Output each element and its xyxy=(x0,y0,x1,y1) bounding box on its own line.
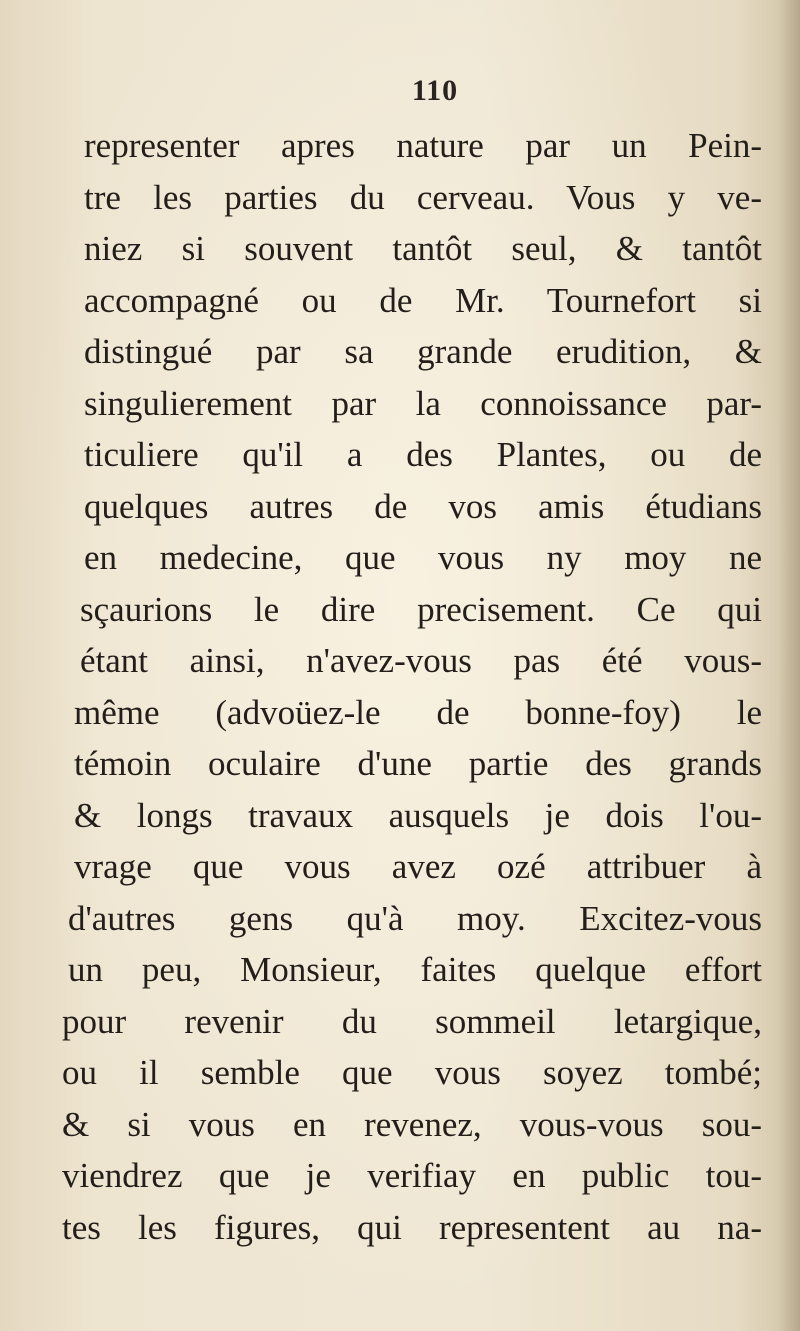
text-line: en medecine, que vous ny moy ne xyxy=(84,538,762,577)
text-line: vrage que vous avez ozé attribuer à xyxy=(74,847,762,886)
text-line: témoin oculaire d'une partie des grands xyxy=(74,744,762,783)
text-line: tre les parties du cerveau. Vous y ve- xyxy=(84,177,762,217)
text-line: singulierement par la connoissance par- xyxy=(84,383,762,423)
text-line: d'autres gens qu'à moy. Excitez-vous xyxy=(68,898,762,938)
text-line: niez si souvent tantôt seul, & tantôt xyxy=(84,229,762,268)
text-line: quelques autres de vos amis étudians xyxy=(84,486,762,526)
text-line: distingué par sa grande erudition, & xyxy=(84,332,762,371)
text-line: sçaurions le dire precisement. Ce qui xyxy=(80,589,762,629)
text-line: & longs travaux ausquels je dois l'ou- xyxy=(74,795,762,835)
page-gutter-shadow xyxy=(778,0,800,1331)
text-line: ou il semble que vous soyez tombé; xyxy=(62,1053,762,1092)
text-line: tes les figures, qui representent au na- xyxy=(62,1207,762,1247)
text-line: ticuliere qu'il a des Plantes, ou de xyxy=(84,435,762,474)
text-line: & si vous en revenez, vous-vous sou- xyxy=(62,1104,762,1144)
text-line: representer apres nature par un Pein- xyxy=(84,126,762,165)
text-line: pour revenir du sommeil letargique, xyxy=(62,1001,762,1041)
text-line: même (advoüez-le de bonne-foy) le xyxy=(74,692,762,732)
page-number: 110 xyxy=(411,74,459,107)
text-line: étant ainsi, n'avez-vous pas été vous- xyxy=(80,641,762,680)
text-line: un peu, Monsieur, faites quelque effort xyxy=(68,950,762,989)
text-line: viendrez que je verifiay en public tou- xyxy=(62,1156,762,1195)
text-line: accompagné ou de Mr. Tournefort si xyxy=(84,280,762,320)
body-text xyxy=(62,120,762,1253)
